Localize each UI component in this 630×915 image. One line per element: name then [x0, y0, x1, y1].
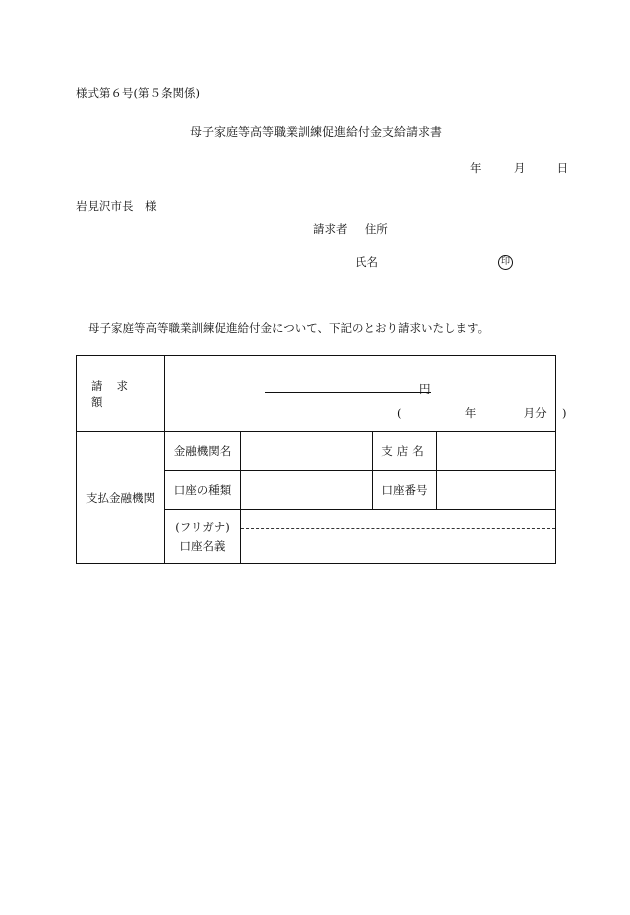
date-line: [470, 160, 568, 176]
addressee: 岩見沢市長 様: [76, 199, 157, 213]
period-close: ): [561, 406, 567, 420]
date-day: 日: [556, 161, 569, 175]
claimant-address-row: [313, 221, 388, 237]
seal-mark: [498, 253, 513, 270]
account-number-label: 口座番号: [373, 471, 437, 510]
account-holder-field[interactable]: [241, 510, 556, 564]
yen-label: 円: [419, 382, 431, 396]
account-holder-labels: [165, 510, 241, 564]
account-holder-label: 口座名義: [179, 539, 226, 553]
period-month: 月分: [523, 406, 547, 420]
name-label: 氏名: [355, 255, 378, 269]
bank-name-field[interactable]: [241, 432, 373, 471]
period-year: 年: [464, 406, 477, 420]
intro-text: 母子家庭等高等職業訓練促進給付金について、下記のとおり請求いたします。: [88, 321, 490, 335]
account-type-label: 口座の種類: [165, 471, 241, 510]
period-open: (: [397, 406, 402, 420]
branch-label: 支店名: [373, 432, 437, 471]
seal-icon: 印: [498, 255, 513, 270]
request-table: [76, 355, 567, 564]
address-label: 住所: [364, 222, 388, 236]
form-number: 様式第６号(第５条関係): [76, 86, 200, 100]
account-number-field[interactable]: [437, 471, 556, 510]
document-title: 母子家庭等高等職業訓練促進給付金支給請求書: [190, 125, 443, 139]
branch-field[interactable]: [437, 432, 556, 471]
amount-period: [397, 405, 566, 421]
bank-section-label: 支払金融機関: [77, 432, 165, 564]
date-month: 月: [513, 161, 526, 175]
furigana-label: (フリガナ): [175, 520, 230, 534]
amount-underline: [265, 392, 431, 393]
amount-field[interactable]: [165, 356, 567, 432]
amount-label: 請求額: [77, 356, 165, 432]
account-type-field[interactable]: [241, 471, 373, 510]
bank-name-label: 金融機関名: [165, 432, 241, 471]
furigana-divider: [241, 528, 555, 529]
claimant-label: 請求者: [313, 222, 348, 236]
date-year: 年: [470, 161, 482, 175]
